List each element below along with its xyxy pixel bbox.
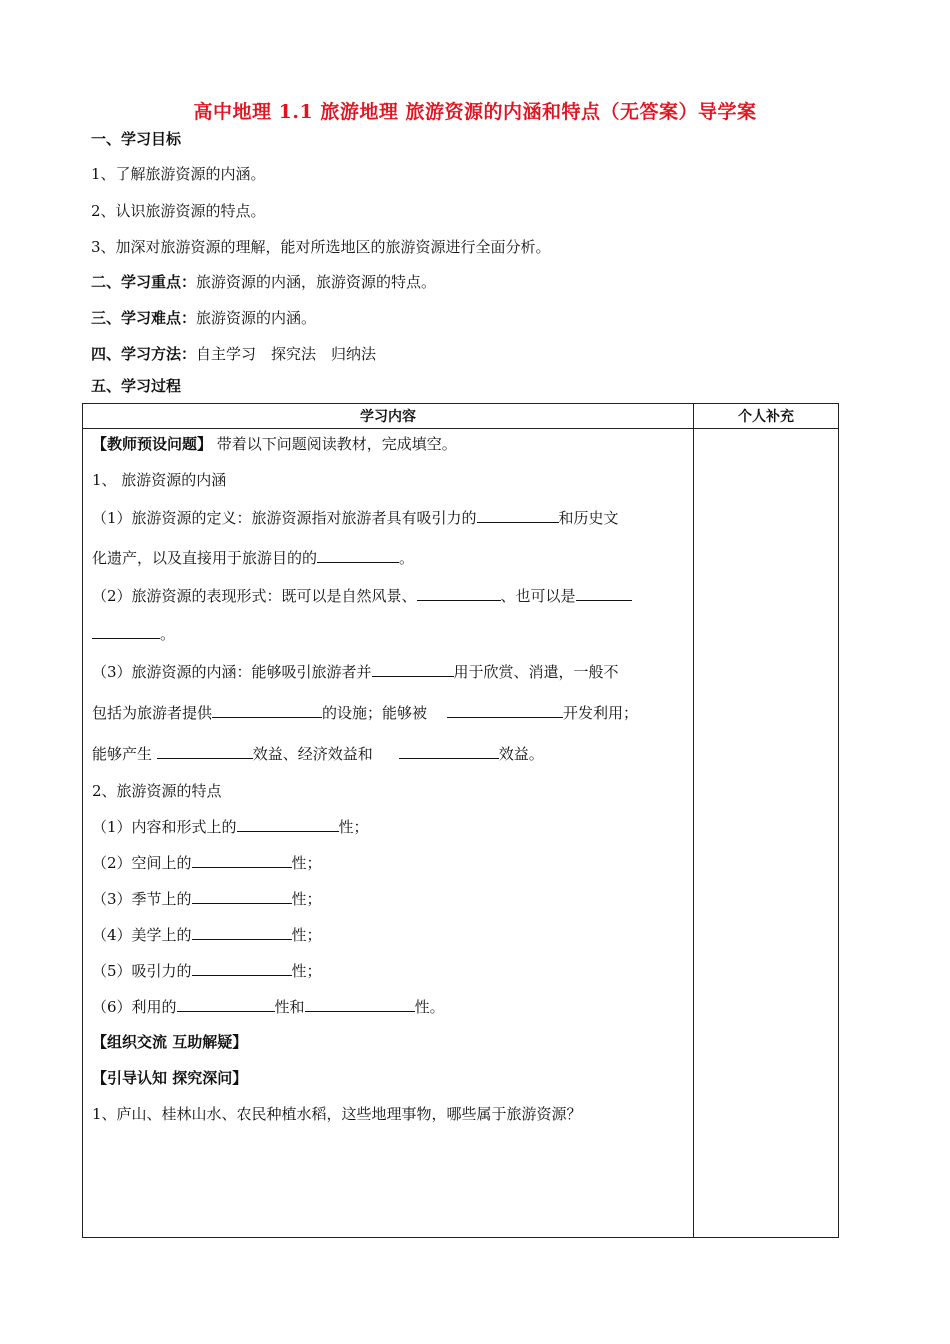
q1-1-line2 — [92, 547, 414, 568]
methods — [91, 343, 376, 364]
key-points-text: 旅游资源的内涵，旅游资源的特点。 — [196, 273, 437, 291]
teacher-questions-label: 【教师预设问题】 — [92, 435, 213, 453]
q1-1-text-a: （1）旅游资源的定义：旅游资源指对旅游者具有吸引力的 — [92, 509, 477, 527]
goal-2: 2、认识旅游资源的特点。 — [91, 202, 266, 220]
feature-2-text: （2）空间上的 — [92, 854, 192, 872]
methods-text: 自主学习 探究法 归纳法 — [196, 345, 377, 363]
fill-blank[interactable] — [372, 662, 454, 677]
learning-content-cell — [83, 429, 694, 1238]
q1-3-line1 — [92, 661, 619, 682]
fill-blank[interactable] — [477, 508, 559, 523]
feature-suffix: 性； — [291, 926, 322, 944]
fill-blank[interactable] — [305, 997, 415, 1012]
q1-3-text-f: 能够产生 — [92, 745, 157, 763]
key-points — [91, 271, 436, 292]
q1-3-text-d: 的设施；能够被 — [322, 704, 428, 722]
feature-5-text: （5）吸引力的 — [92, 962, 192, 980]
q1-3-line2 — [92, 702, 638, 723]
q1-heading: 1、 旅游资源的内涵 — [92, 471, 227, 489]
q1-1-line1 — [92, 507, 619, 528]
fill-blank[interactable] — [317, 548, 399, 563]
q2-heading: 2、旅游资源的特点 — [92, 782, 222, 800]
fill-blank[interactable] — [576, 586, 632, 601]
org-exchange-label: 【组织交流 互助解疑】 — [92, 1033, 248, 1051]
feature-6-text: （6）利用的 — [92, 998, 177, 1016]
q1-3-text-c: 包括为旅游者提供 — [92, 704, 213, 722]
personal-notes-cell[interactable] — [694, 429, 839, 1238]
difficulty-text: 旅游资源的内涵。 — [196, 309, 317, 327]
q1-3-line3 — [92, 743, 544, 764]
fill-blank[interactable] — [92, 624, 160, 639]
document-title: 高中地理 1.1 旅游地理 旅游资源的内涵和特点（无答案）导学案 — [193, 101, 757, 123]
feature-suffix: 性； — [291, 962, 322, 980]
q1-1-text-d: 。 — [399, 549, 415, 567]
feature-3-text: （3）季节上的 — [92, 890, 192, 908]
q1-3-text-a: （3）旅游资源的内涵：能够吸引旅游者并 — [92, 663, 372, 681]
feature-6 — [92, 996, 445, 1017]
table-header-row — [83, 404, 839, 429]
fill-blank[interactable] — [192, 853, 292, 868]
guide-inquiry-label: 【引导认知 探究深问】 — [92, 1069, 248, 1087]
fill-blank[interactable] — [237, 817, 339, 832]
difficulty — [91, 307, 316, 328]
feature-4 — [92, 924, 322, 945]
feature-3 — [92, 888, 322, 909]
feature-4-text: （4）美学上的 — [92, 926, 192, 944]
fill-blank[interactable] — [417, 586, 501, 601]
q1-1-text-b: 和历史文 — [558, 509, 619, 527]
feature-suffix: 性； — [291, 854, 322, 872]
feature-6-text-c: 性。 — [414, 998, 445, 1016]
q1-3-text-g: 效益、经济效益和 — [252, 745, 373, 763]
fill-blank[interactable] — [399, 744, 499, 759]
methods-label: 四、学习方法： — [91, 345, 197, 363]
q1-2-line1 — [92, 585, 632, 606]
fill-blank[interactable] — [192, 889, 292, 904]
inquiry-question-1: 1、庐山、桂林山水、农民种植水稻，这些地理事物，哪些属于旅游资源？ — [92, 1105, 582, 1123]
q1-3-text-h: 效益。 — [498, 745, 544, 763]
fill-blank[interactable] — [177, 997, 275, 1012]
feature-1 — [92, 816, 369, 837]
q1-3-text-b: 用于欣赏、消遣，一般不 — [453, 663, 619, 681]
q1-3-text-e: 开发利用； — [563, 704, 639, 722]
goals-heading: 一、学习目标 — [91, 130, 182, 148]
feature-6-text-b: 性和 — [274, 998, 305, 1016]
fill-blank[interactable] — [212, 703, 322, 718]
fill-blank[interactable] — [157, 744, 253, 759]
key-points-label: 二、学习重点： — [91, 273, 197, 291]
fill-blank[interactable] — [447, 703, 563, 718]
fill-blank[interactable] — [192, 925, 292, 940]
feature-suffix: 性； — [291, 890, 322, 908]
table-body-row — [83, 429, 839, 1238]
feature-5 — [92, 960, 322, 981]
q1-2-text-a: （2）旅游资源的表现形式：既可以是自然风景、 — [92, 587, 417, 605]
q1-2-text-c: 。 — [160, 625, 176, 643]
feature-suffix: 性； — [338, 818, 369, 836]
fill-blank[interactable] — [192, 961, 292, 976]
feature-2 — [92, 852, 322, 873]
q1-1-text-c: 化遗产，以及直接用于旅游目的的 — [92, 549, 318, 567]
teacher-questions — [92, 433, 457, 454]
q1-2-text-b: 、也可以是 — [500, 587, 576, 605]
q1-2-line2 — [92, 623, 175, 644]
goal-1: 1、了解旅游资源的内涵。 — [91, 165, 266, 183]
header-learning-content: 学习内容 — [83, 404, 694, 429]
difficulty-label: 三、学习难点： — [91, 309, 197, 327]
teacher-questions-text: 带着以下问题阅读教材，完成填空。 — [212, 435, 457, 453]
header-personal-notes: 个人补充 — [694, 404, 839, 429]
feature-1-text: （1）内容和形式上的 — [92, 818, 237, 836]
goal-3: 3、加深对旅游资源的理解，能对所选地区的旅游资源进行全面分析。 — [91, 238, 551, 256]
process-heading: 五、学习过程 — [91, 377, 182, 395]
learning-process-table — [82, 403, 839, 1238]
